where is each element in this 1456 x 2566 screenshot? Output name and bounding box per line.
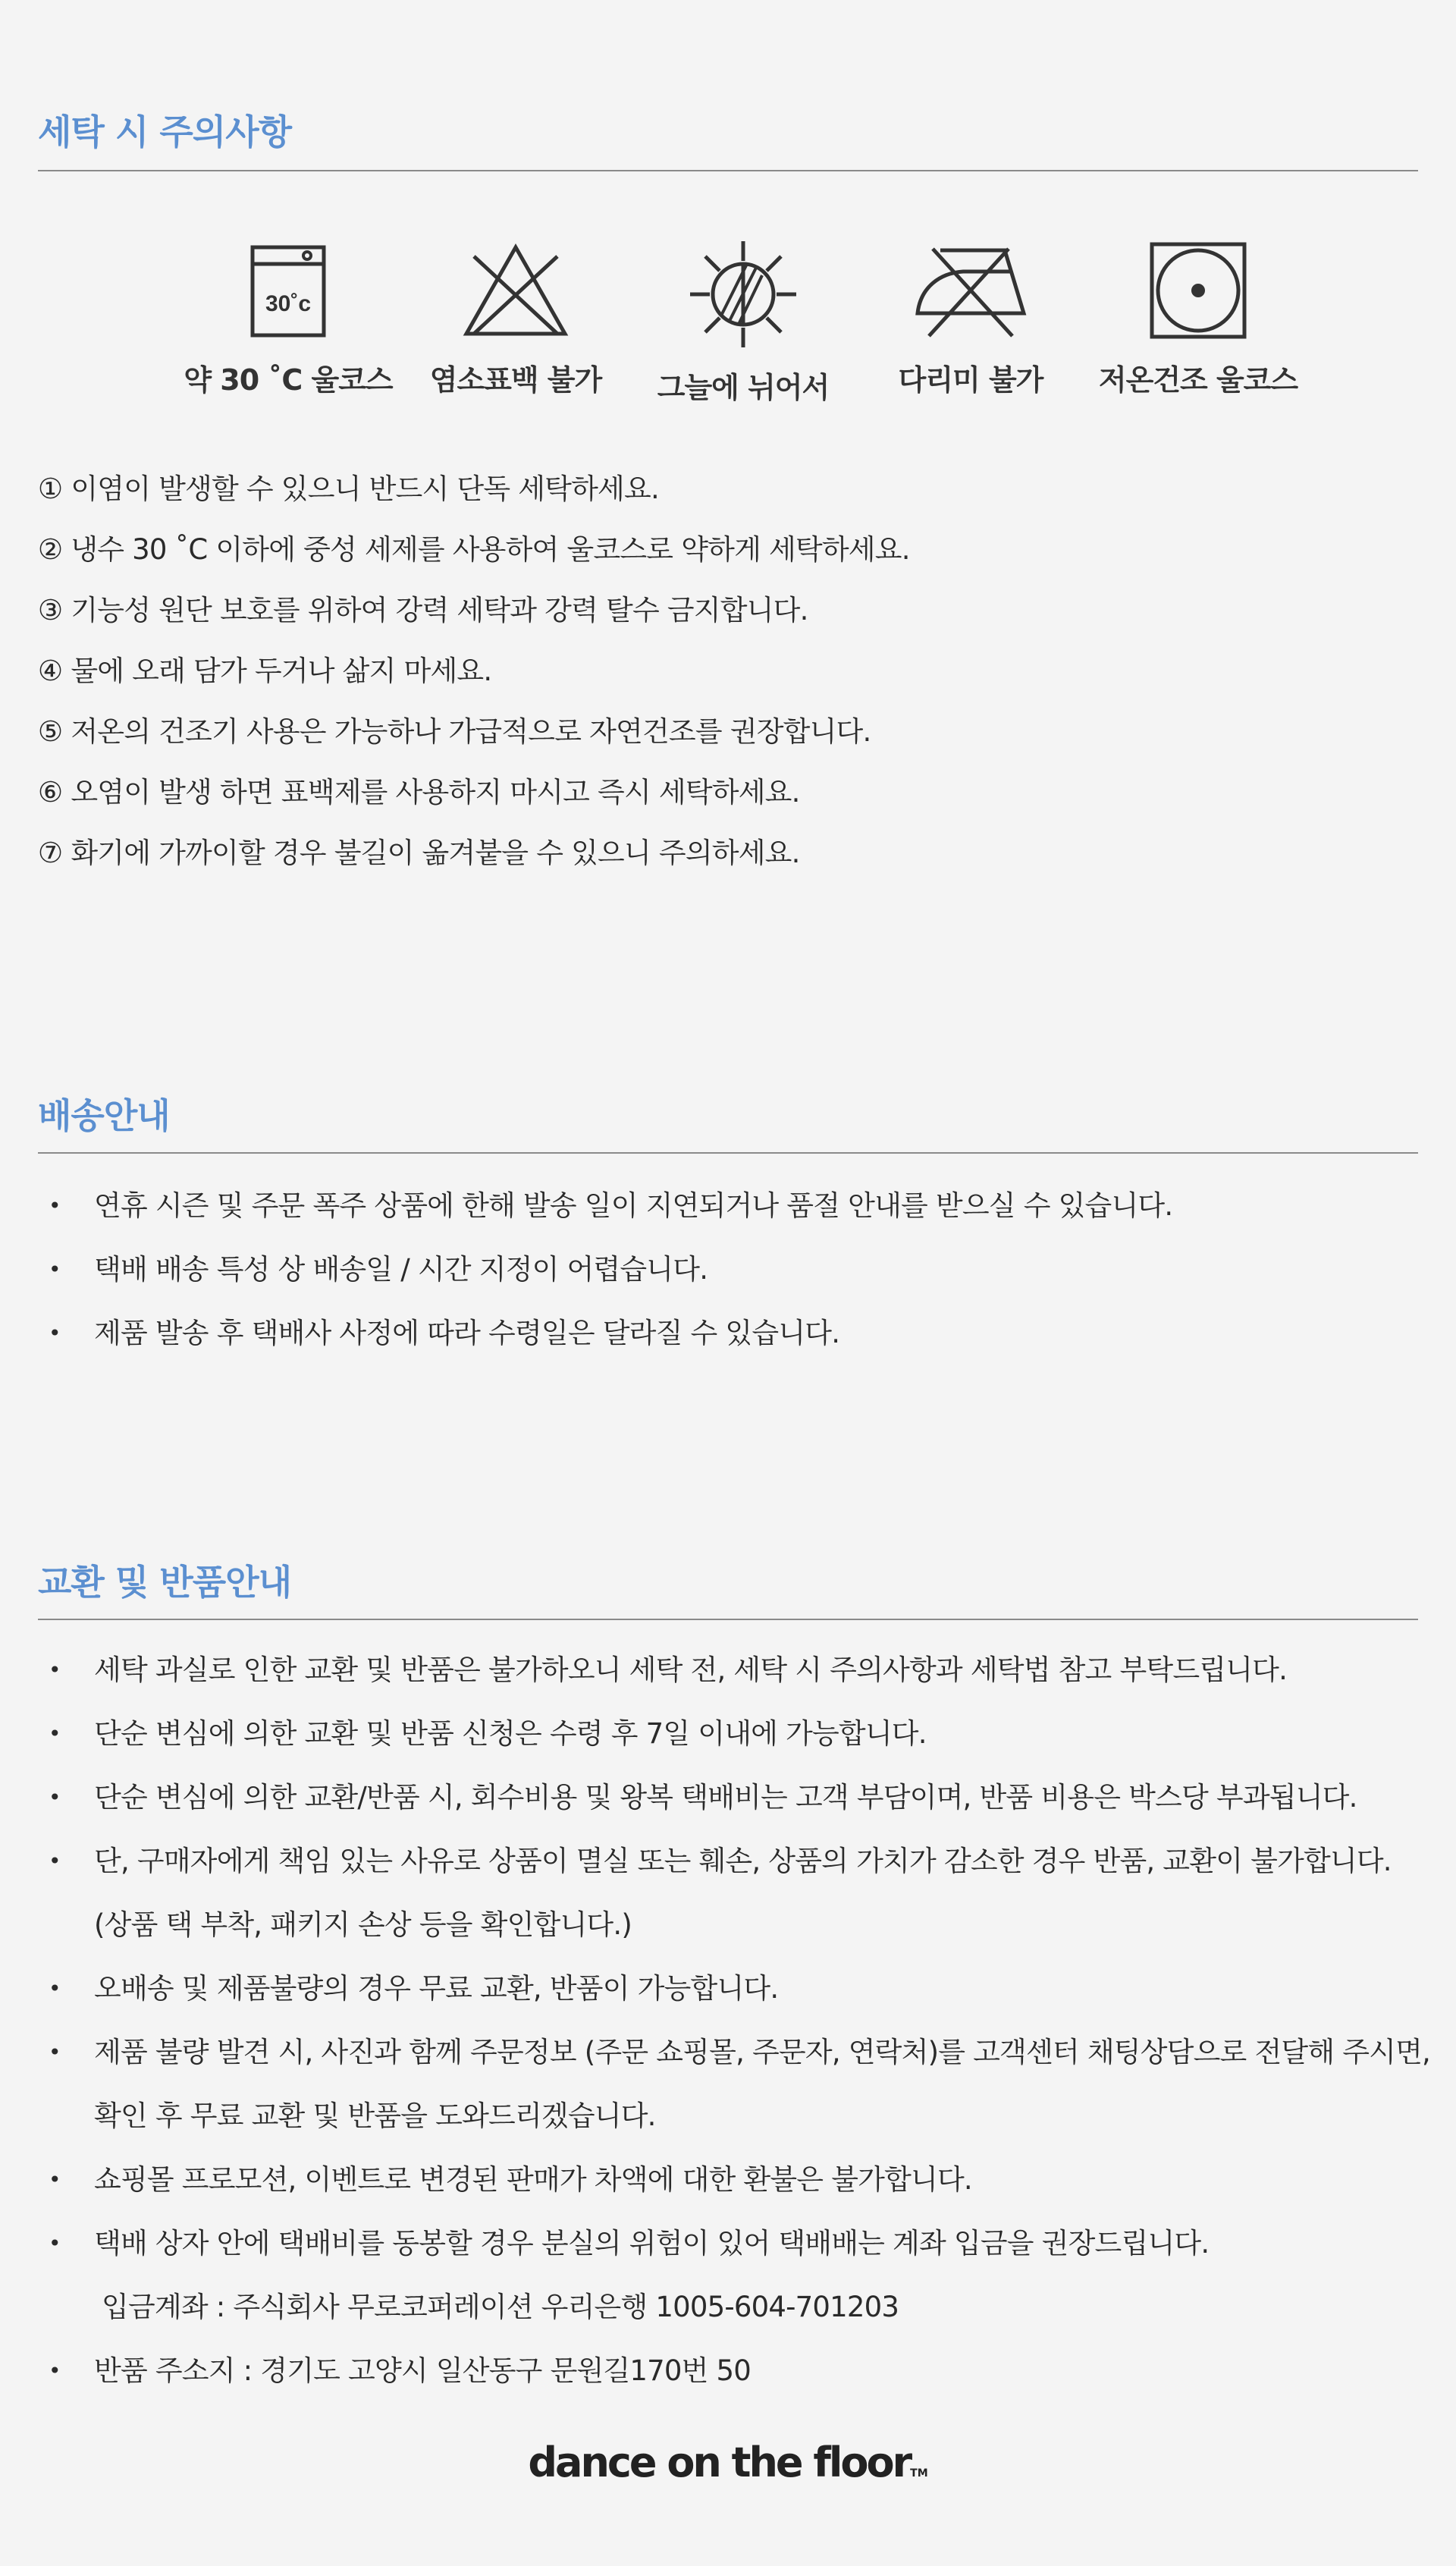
brand-logo [0,2439,1456,2486]
list-item: • 단, 구매자에게 책임 있는 사유로 상품이 멸실 또는 훼손, 상품의 가치가 감소한 경우 반품, 교환이 불가합니다. [49,1845,1392,1877]
washing-note: ④ 물에 오래 담가 두거나 삶지 마세요. [38,655,492,687]
returns-title: 교환 및 반품안내 [38,1562,292,1603]
washing-note: ⑥ 오염이 발생 하면 표백제를 사용하지 마시고 즉시 세탁하세요. [38,776,800,809]
list-item: • 택배 배송 특성 상 배송일 / 시간 지정이 어렵습니다. [49,1253,708,1286]
list-item: • 오배송 및 제품불량의 경우 무료 교환, 반품이 가능합니다. [49,1972,779,2005]
care-label-shade: 그늘에 뉘어서 [657,371,830,404]
returns-divider [38,1619,1418,1620]
shipping-divider [38,1152,1418,1154]
washing-section [38,105,1418,155]
list-item-continuation: (상품 택 부착, 패키지 손상 등을 확인합니다.) [94,1908,632,1941]
list-item: • 단순 변심에 의한 교환/반품 시, 회수비용 및 왕복 택배비는 고객 부담이며, 반품 비용은 박스당 부과됩니다. [49,1781,1357,1814]
list-item: • 연휴 시즌 및 주문 폭주 상품에 한해 발송 일이 지연되거나 품절 안내를 받으실 수 있습니다. [49,1189,1173,1222]
list-item: • 제품 불량 발견 시, 사진과 함께 주문정보 (주문 쇼핑몰, 주문자, 연락처)를 고객센터 채팅상담으로 전달해 주시면, [49,2036,1431,2068]
list-item: • 단순 변심에 의한 교환 및 반품 신청은 수령 후 7일 이내에 가능합니다. [49,1717,927,1750]
list-item: • 반품 주소지 : 경기도 고양시 일산동구 문원길170번 50 [49,2354,751,2387]
no-bleach-icon [459,241,573,340]
washing-note: ① 이염이 발생할 수 있으니 반드시 단독 세탁하세요. [38,473,659,505]
wash-temp-text: 30˚c [265,291,312,316]
care-icon-row [38,241,1418,423]
care-item-wash [167,241,410,398]
returns-section [38,1555,1418,1605]
care-label-dry: 저온건조 울코스 [1098,363,1298,397]
washing-notes [38,459,1418,884]
returns-list [38,1638,1431,2403]
care-label-iron: 다리미 불가 [898,363,1043,397]
washtub-30-icon [246,241,330,340]
list-item: • 택배 상자 안에 택배비를 동봉할 경우 분실의 위험이 있어 택배배는 계좌 입금을 권장드립니다. [49,2227,1210,2260]
washing-note: ② 냉수 30 ˚C 이하에 중성 세제를 사용하여 울코스로 약하게 세탁하세요. [38,533,910,566]
list-item: • 쇼핑몰 프로모션, 이벤트로 변경된 판매가 차액에 대한 환불은 불가합니다. [49,2163,972,2196]
care-item-bleach [394,241,637,398]
bank-account-line: 입금계좌 : 주식회사 무로코퍼레이션 우리은행 1005-604-701203 [102,2291,899,2323]
care-label-wash: 약 30 ˚C 울코스 [184,363,393,397]
list-item: • 세탁 과실로 인한 교환 및 반품은 불가하오니 세탁 전, 세탁 시 주의사항과 세탁법 참고 부탁드립니다. [49,1654,1288,1686]
care-item-dry [1077,241,1320,398]
list-item: • 제품 발송 후 택배사 사정에 따라 수령일은 달라질 수 있습니다. [49,1317,840,1349]
washing-title: 세탁 시 주의사항 [38,111,292,152]
shipping-section [38,1088,1418,1139]
tumble-dry-low-icon [1149,241,1247,340]
washing-note: ⑦ 화기에 가까이할 경우 불길이 옮겨붙을 수 있으니 주의하세요. [38,837,800,869]
dry-in-shade-icon [686,241,800,347]
list-item-continuation: 확인 후 무료 교환 및 반품을 도와드리겠습니다. [94,2100,656,2132]
care-label-bleach: 염소표백 불가 [429,363,602,397]
washing-divider [38,170,1418,171]
care-item-shade [622,241,864,406]
shipping-list [38,1174,1418,1365]
brand-trademark: TM [910,2467,928,2480]
washing-note: ③ 기능성 원단 보호를 위하여 강력 세탁과 강력 탈수 금지합니다. [38,594,808,627]
care-item-iron [849,241,1092,398]
brand-logo-text: dance on the floor [528,2439,911,2486]
no-iron-icon [910,241,1031,340]
washing-note: ⑤ 저온의 건조기 사용은 가능하나 가급적으로 자연건조를 권장합니다. [38,715,871,748]
shipping-title: 배송안내 [38,1095,170,1136]
